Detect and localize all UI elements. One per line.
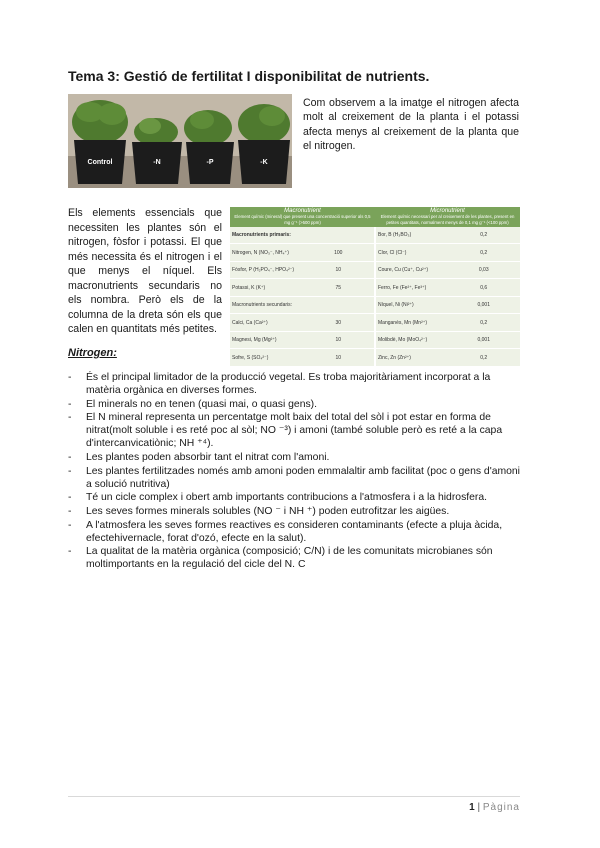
list-item [68,371,520,397]
macro-description: Element químic (mineral) que present una concentració superior als 0,5 mg g⁻¹ (>500 ppm) [234,214,371,225]
list-item [68,545,520,571]
pot-label-p: -P [206,159,214,166]
pot-label-n: -N [153,159,161,166]
micro-cell: Zinc, Zn (Zn²⁺) [375,349,448,367]
macro-cell: Macronutrients secundaris: [230,296,303,314]
micro-description: Element químic necessari per al creixement de les plantes, present en petites quantitats, normalment menys de 0,1 mg g⁻¹ (<100 ppm) [380,214,515,225]
section-heading-nitrogen: Nitrogen: [68,347,117,359]
micro-value-cell: 0,001 [448,331,521,349]
macro-header: Macronutrient [284,208,321,214]
macro-cell: Magnesi, Mg (Mg²⁺) [230,331,303,349]
bullet-marker: - [68,492,72,504]
macro-value-cell [303,227,376,244]
bullet-text: Les seves formes minerals solubles (NO ⁻ i NH ⁺) poden eutrofitzar les aigües. [86,505,450,517]
bullet-text: Les plantes poden absorbir tant el nitrat com l'amoni. [86,452,330,464]
essential-elements-paragraph: Els elements essencials que necessiten les plantes són el nitrogen, fòsfor i potassi. El que més necessita és el nitrogen i el que menys el níquel. Els macronutrients secundaris no els nombra. Però els de la columna de la dreta són els que calen en quantitats més petites. [68,207,222,335]
macro-cell: Sofre, S (SO₄²⁻) [230,349,303,367]
nutrient-table [230,207,520,367]
micro-header: Micronutrient [430,208,465,214]
bullet-marker: - [68,519,72,531]
macro-cell: Nitrogen, N (NO₃⁻, NH₄⁺) [230,244,303,262]
list-item [68,491,520,504]
macro-value-cell: 30 [303,314,376,332]
bullet-text: A l'atmosfera les seves formes reactives es consideren contaminants (efecte a pluja àcida, efectehivernacle, forat d'ozó, efecte en la salut). [86,519,503,544]
page-number: 1 [469,802,475,813]
macro-cell: Macronutrients primaris: [230,227,303,244]
micro-cell: Coure, Cu (Cu⁺, Cu²⁺) [375,261,448,279]
nitrogen-bullet-list [68,371,520,572]
bullet-text: Té un cicle complex i obert amb importants contribucions a l'atmosfera i a la hidrosfera. [86,492,488,504]
table-row [230,296,520,314]
macro-value-cell [303,296,376,314]
micro-cell: Clor, Cl (Cl⁻) [375,244,448,262]
table-row [230,279,520,297]
bullet-marker: - [68,412,72,424]
list-item [68,465,520,491]
bullet-text: El N mineral representa un percentatge molt baix del total del sòl i pot estar en forma de nitrat(molt soluble i es reté poc al sòl; NO ⁻³) i amoni (també soluble però es reté a la capa d'intercanvicatiònic; NH ⁺⁴). [86,412,503,450]
footer-separator: | [477,802,481,813]
bullet-marker: - [68,452,72,464]
table-row [230,261,520,279]
bullet-marker: - [68,398,72,410]
bullet-marker: - [68,372,72,383]
table-row [230,227,520,244]
macro-header-cell [230,207,375,227]
page-word: Pàgina [482,802,520,813]
list-item [68,505,520,518]
micro-value-cell: 0,03 [448,261,521,279]
micro-value-cell: 0,2 [448,227,521,244]
plant-photo [68,94,292,188]
list-item [68,398,520,411]
pot-label-k: -K [260,159,268,166]
table-row [230,244,520,262]
micro-cell: Molibdè, Mo (MoO₄²⁻) [375,331,448,349]
macro-value-cell: 75 [303,279,376,297]
macro-cell: Calci, Ca (Ca²⁺) [230,314,303,332]
micro-cell: Níquel, Ni (Ni²⁺) [375,296,448,314]
pot-label-control: Control [87,159,113,166]
list-item [68,451,520,464]
macro-value-cell: 10 [303,349,376,367]
bullet-marker: - [68,465,72,477]
footer-divider [68,796,520,797]
nutrient-table-body [230,227,520,367]
page-title: Tema 3: Gestió de fertilitat I disponibilitat de nutrients. [68,68,430,84]
table-row [230,349,520,367]
bullet-marker: - [68,505,72,517]
bullet-text: La qualitat de la matèria orgànica (composició; C/N) i de les comunitats microbianes són moltimportants en la regulació del cicle del N. C [86,546,493,571]
page-footer [469,802,520,813]
micro-value-cell: 0,001 [448,296,521,314]
micro-header-cell [375,207,520,227]
bullet-text: Les plantes fertilitzades només amb amoni poden emmalaltir amb facilitat (poc o gens d'amoni a solució nutritiva) [86,465,520,490]
bullet-text: És el principal limitador de la producció vegetal. Es troba majoritàriament incorporat a la matèria orgànica en diverses formes. [86,372,491,397]
list-item [68,519,520,545]
micro-value-cell: 0,2 [448,349,521,367]
bullet-text: El minerals no en tenen (quasi mai, o quasi gens). [86,398,318,410]
plant-photo-drawing [68,94,292,188]
micro-cell: Bor, B (H₃BO₃) [375,227,448,244]
macro-cell: Fòsfor, P (H₂PO₄⁻, HPO₄²⁻) [230,261,303,279]
macro-value-cell: 10 [303,331,376,349]
list-item [68,411,520,450]
micro-cell: Ferro, Fe (Fe²⁺, Fe³⁺) [375,279,448,297]
micro-value-cell: 0,2 [448,314,521,332]
macro-value-cell: 100 [303,244,376,262]
table-row [230,314,520,332]
micro-cell: Manganès, Mn (Mn²⁺) [375,314,448,332]
intro-paragraph: Com observem a la imatge el nitrogen afecta molt al creixement de la planta i el potassi afecta menys al creixement de la planta que el nitrogen. [303,97,519,152]
micro-value-cell: 0,6 [448,279,521,297]
micro-value-cell: 0,2 [448,244,521,262]
table-row [230,331,520,349]
bullet-marker: - [68,546,72,558]
macro-cell: Potassi, K (K⁺) [230,279,303,297]
macro-value-cell: 10 [303,261,376,279]
